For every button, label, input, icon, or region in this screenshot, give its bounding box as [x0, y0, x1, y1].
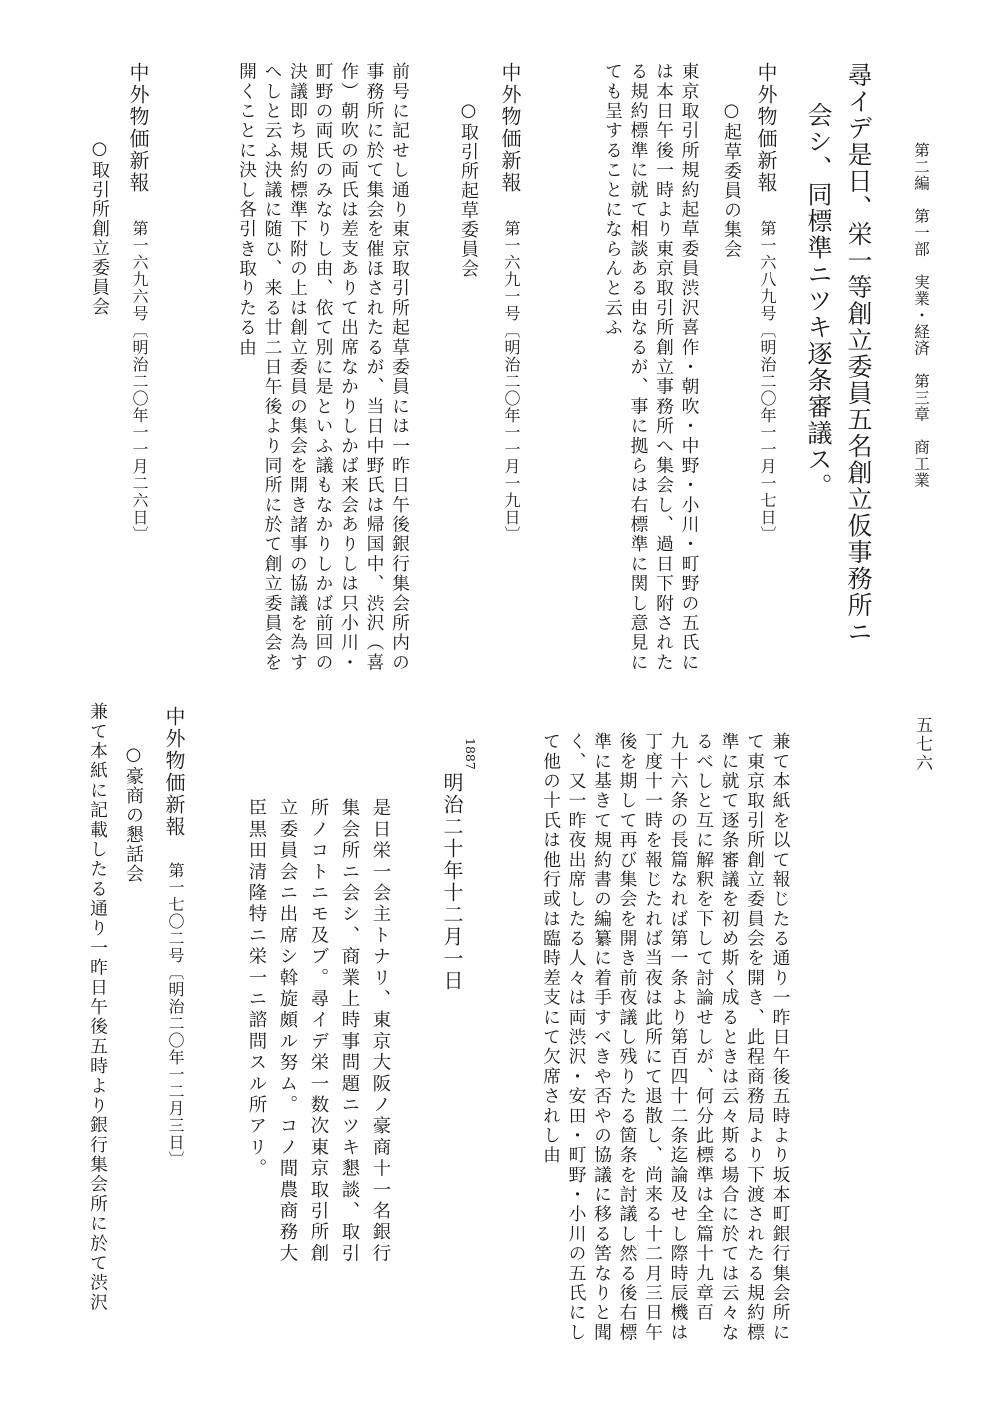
article-source: 中外物価新報 — [498, 62, 522, 194]
article-source: 中外物価新報 — [162, 706, 186, 838]
entry-body: 是日栄一会主トナリ、東京大阪ノ豪商十一名銀行 集会所ニ会シ、商業上時事問題ニツキ懇談、取引 所ノコトニモ及ブ。尋イデ栄一数次東京取引所創 立委員会ニ出席シ斡旋頗ル努ム。コノ間農商務大 臣黒田清隆特ニ栄一ニ諮問スル所アリ。 — [246, 798, 391, 1265]
article-body: 前号に記せし通り東京取引所起草委員には一昨日午後銀行集会所内の 事務所に於て集会を催ほされたるが、当日中野氏は帰国中、渋沢（喜 作）朝吹の両氏は差支ありて出席なかりしかば来会ありしは只小川・ 町野の両氏のみなりし由、依て別に是といふ議もなかりしかば前回の 決議即ち規約標準下附の上は創立委員の集会を開き諸事の協議を為す へしと云ふ決議に随ひ、来る廿二日午後より同所に於て創立委員会を 開くことに決し各引き取りたる由 — [236, 62, 411, 673]
page-number: 五七六 — [912, 716, 932, 773]
article-continuation: 兼て本紙を以て報じたる通り一昨日午後五時より坂本町銀行集会所に て東京取引所創立委員会を開き、此程商務局より下渡されたる規約標 準に就て逐条審議を初め斯く成るときは云々斯る場合に於ては云々な るべしと互に解釈を下して討論せしが、何分此標準は全篇十九章百 九十六条の長篇なれば第一条より第百四十二条迄論及せし際時辰機は 丁度十一時を報じたれば当夜は此所にて退散し、尚来る十二月三日午 後を期して再び集会を開き前夜議し残りたる箇条を討議し然る後右標 準に基きて規約書の編纂に着手すべきや否やの協議に移る筈なりと聞 く、又一昨夜出席したる人々は両渋沢・安田・町野・小川の五氏にし て他の十氏は他行或は臨時差支にて欠席されし由 — [540, 732, 791, 1343]
year-note: 1887 — [463, 738, 478, 770]
entry-title-line-2: 会シ、同標準ニツキ逐条審議ス。 — [804, 102, 833, 500]
running-head: 第二編 第一部 実業・経済 第三章 商工業 — [912, 142, 930, 489]
article-source: 中外物価新報 — [754, 62, 778, 194]
article-heading: ○起草委員の集会 — [721, 100, 742, 259]
article-issue: 第一六九六号〔明治二〇年一一月二六日〕 — [130, 220, 149, 543]
article-issue: 第一六八九号〔明治二〇年一一月一七日〕 — [758, 220, 777, 543]
article-issue: 第一六九一号〔明治二〇年一一月一九日〕 — [502, 220, 521, 543]
entry-date: 明治二十年十二月一日 — [440, 772, 464, 992]
article-source: 中外物価新報 — [126, 62, 150, 194]
article-heading: ○豪商の懇話会 — [123, 744, 144, 884]
article-body: 東京取引所規約起草委員渋沢喜作・朝吹・中野・小川・町野の五氏に は本日午後一時より東京取引所創立事務所へ集会し、過日下附された る規約標準に就て相談ある由なるが、事に拠らは右標準に関し意見に ても呈することにならんと云ふ — [602, 62, 700, 673]
article-issue: 第一七〇二号〔明治二〇年一二月三日〕 — [166, 862, 185, 1168]
entry-title-line-1: 尋イデ是日、栄一等創立委員五名創立仮事務所ニ — [844, 62, 873, 645]
article-heading: ○取引所起草委員会 — [458, 100, 479, 279]
article-body: 兼て本紙に記載したる通り一昨日午後五時より銀行集会所に於て渋沢 — [87, 702, 109, 1313]
article-heading: ○取引所創立委員会 — [89, 138, 110, 317]
